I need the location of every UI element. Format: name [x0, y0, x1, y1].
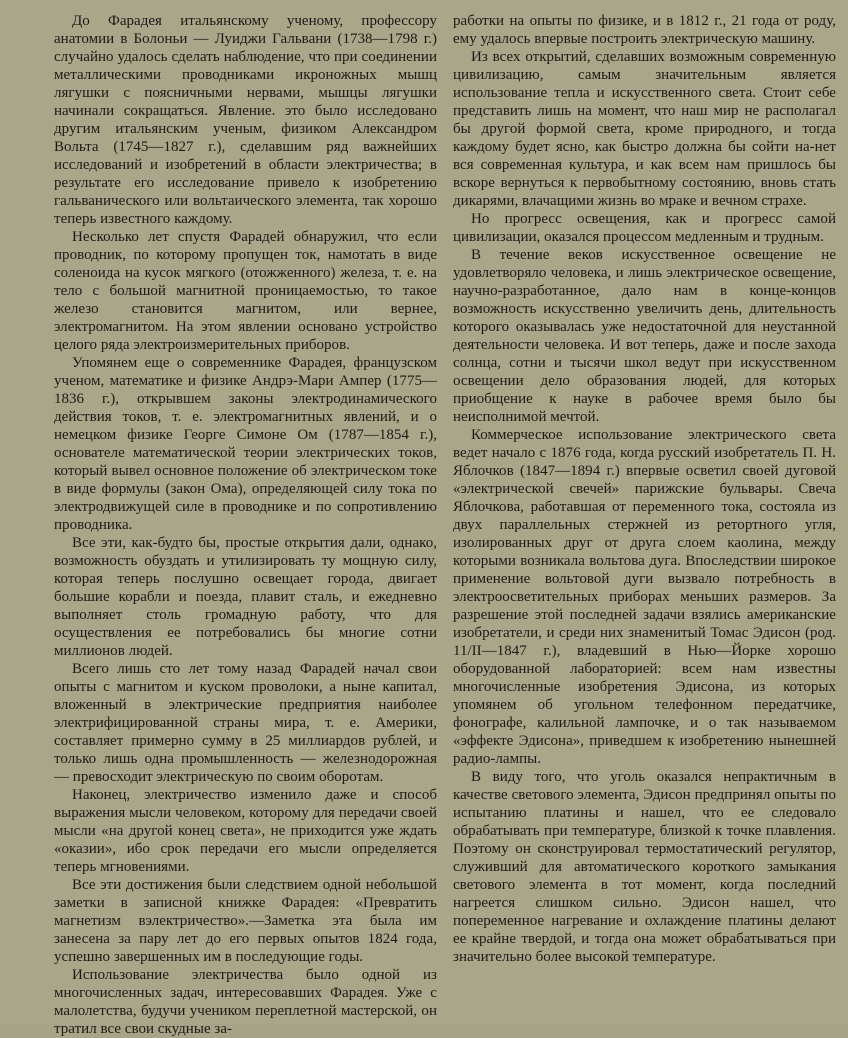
paragraph: В течение веков искусственное освещение не удовлетворяло человека, и лишь электрическое освещение, научно-разработанное, дало нам в конце-концов возможность искусственно увеличить день, длительность которого оказывалась уже недостаточной для неустанной деятельности человека. И вот теперь, даже и после захода солнца, сотни и тысячи школ ведут при искусственном освещении дело образования людей, для которых приобщение к науке в рабочее время было бы неисполнимой мечтой.: [453, 247, 836, 425]
paragraph: До Фарадея итальянскому ученому, профессору анатомии в Болоньи — Луиджи Гальвани (1738—1798 г.) случайно удалось сделать наблюдение, что при соединении металлическими проводниками икроножных мышц лягушки с поясничными нервами, мышцы лягушки начинали сокращаться. Явление. это было исследовано другим итальянским ученым, физиком Александром Вольта (1745—1827 г.), сделавшим ряд важнейших исследований и изобретений в области электричества; в результате его исследование привело к изобретению гальванического или вольтаического элемента, так хорошо теперь известного каждому.: [54, 13, 437, 227]
paragraph: Все эти, как-будто бы, простые открытия дали, однако, возможность обуздать и утилизировать ту мощную силу, которая теперь послушно освещает города, двигает большие корабли и поезда, плавит сталь, и ежедневно выполняет столь громадную работу, что для осуществления ее потребовались бы многие сотни миллионов людей.: [54, 535, 437, 659]
paragraph: Все эти достижения были следствием одной небольшой заметки в записной книжке Фарадея: «Превратить магнетизм вэлектричество».—Заметка эта была им занесена за пару лет до его первых опытов 1824 года, успешно завершенных им в последующие годы.: [54, 877, 437, 965]
paragraph: Из всех открытий, сделавших возможным современную цивилизацию, самым значительным является использование тепла и искусственного света. Стоит себе представить лишь на момент, что наш мир не располагал бы другой формой света, кроме природного, и тогда каждому будет ясно, как быстро должна бы сойти на-нет вся современная культура, и как всем нам пришлось бы вскоре вернуться к первобытному состоянию, вновь стать дикарями, влачащими жизнь во мраке и вечном страхе.: [453, 49, 836, 209]
paragraph: В виду того, что уголь оказался непрактичным в качестве светового элемента, Эдисон предпринял опыты по испытанию платины и нашел, что ее следовало обрабатывать при температуре, близкой к точке плавления. Поэтому он сконструировал термостатический регулятор, служивший для автоматического короткого замыкания светового элемента в тот момент, когда последний нагреется слишком сильно. Эдисон нашел, что попеременное нагревание и охлаждение платины делают ее крайне твердой, и тогда она может обрабатываться при значительно более высокой температуре.: [453, 769, 836, 965]
paragraph: Коммерческое использование электрического света ведет начало с 1876 года, когда русский изобретатель П. Н. Яблочков (1847—1894 г.) впервые осветил своей дуговой «электрической свечей» парижские бульвары. Свеча Яблочкова, работавшая от переменного тока, состояла из двух параллельных стержней из ретортного угля, изолированных друг от друга слоем каолина, между которыми возникала вольтова дуга. Впоследствии широкое применение вольтовой дуги вызвало потребность в электроосветительных приборах меньших размеров. За разрешение этой последней задачи взялись американские изобретатели, и среди них знаменитый Томас Эдисон (род. 11/II—1847 г.), владевший в Нью—Йорке хорошо оборудованной лабораторией: всем нам известны многочисленные изобретения Эдисона, из которых упомянем об угольном телефонном передатчике, фонографе, калильной лампочке, и о так называемом «эффекте Эдисона», приведшем к изобретению нынешней радио-лампы.: [453, 427, 836, 767]
paragraph: Наконец, электричество изменило даже и способ выражения мысли человеком, которому для передачи своей мысли «на другой конец света», не приходится уже ждать «оказии», ибо срок передачи его мысли определяется теперь мгновениями.: [54, 787, 437, 875]
paragraph: Упомянем еще о современнике Фарадея, французском ученом, математике и физике Андрэ-Мари Ампер (1775—1836 г.), открывшем законы электродинамического действия токов, т. е. электромагнитных явлений, и о немецком физике Георге Симоне Ом (1787—1854 г.), основателе математической теории электрических токов, который вывел основное положение об электрическом токе в виде формулы (закон Ома), определяющей силу тока по электродвижущей силе в проводнике и по сопротивлению проводника.: [54, 355, 437, 533]
paragraph: Несколько лет спустя Фарадей обнаружил, что если проводник, по которому пропущен ток, намотать в виде соленоида на кусок мягкого (отожженного) железа, т. е. на тело с большой магнитной проницаемостью, то такое железо становится магнитом, или вернее, электромагнитом. На этом явлении основано устройство целого ряда электроизмерительных приборов.: [54, 229, 437, 353]
right-column: [453, 12, 836, 1024]
left-column: [54, 12, 437, 1037]
paragraph: работки на опыты по физике, и в 1812 г., 21 года от роду, ему удалось впервые построить электрическую машину.: [453, 13, 836, 47]
paragraph: Всего лишь сто лет тому назад Фарадей начал свои опыты с магнитом и куском проволоки, а ныне капитал, вложенный в электрические предприятия наиболее электрифицированной страны мира, т. е. Америки, составляет примерно сумму в 25 миллиардов рублей, и только лишь одна промышленность — железнодорожная — превосходит электрическую по своим оборотам.: [54, 661, 437, 785]
paragraph: Использование электричества было одной из многочисленных задач, интересовавших Фарадея. Уже с малолетства, будучи учеником переплетной мастерской, он тратил все свои скудные за-: [54, 967, 437, 1037]
paragraph: Но прогресс освещения, как и прогресс самой цивилизации, оказался процессом медленным и трудным.: [453, 211, 836, 245]
text-columns: [54, 12, 836, 1037]
